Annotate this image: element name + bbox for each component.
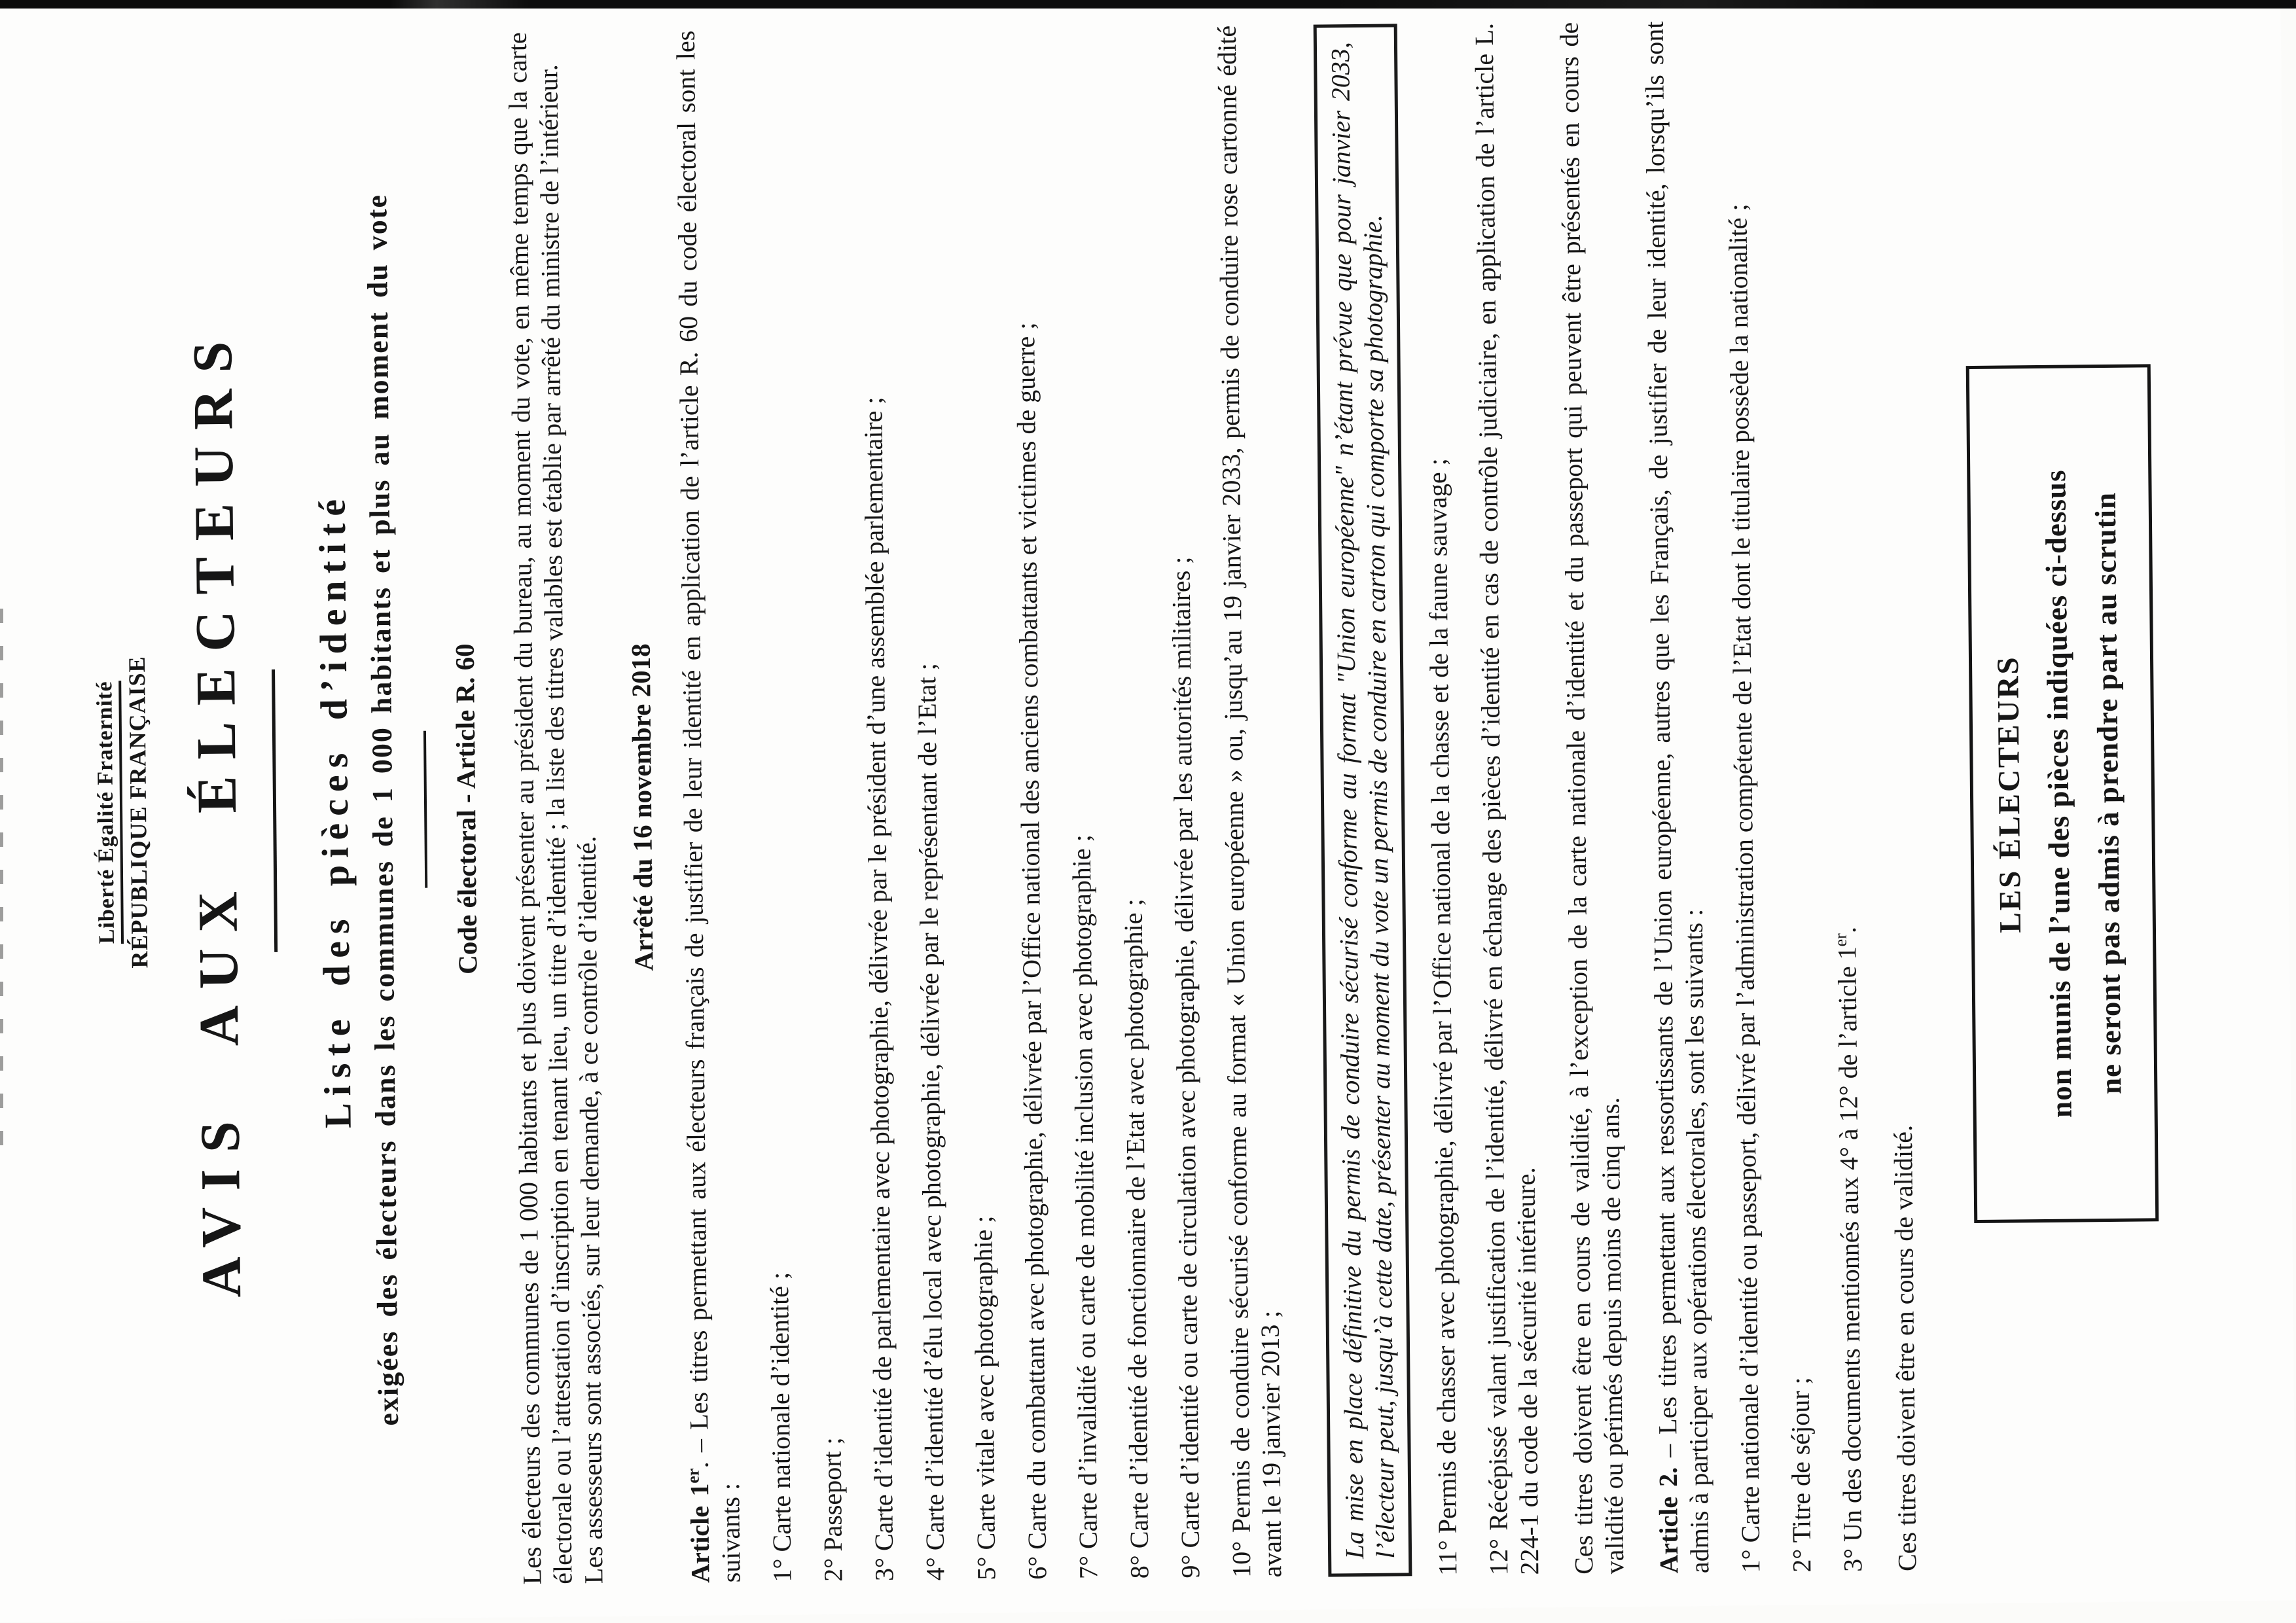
article-1 <box>670 30 746 1583</box>
list-item-12: 12° Récépissé valant justification de l’identité, délivré en échange des pièces d’identité en cas de contrôle judiciaire, en application de l’article L. 224-1 du code de la sécurité intérieure. <box>1469 22 1545 1576</box>
scanner-edge-top <box>0 0 2296 9</box>
article-2-text: – Les titres permettant aux ressortissants de l’Union européenne, autres que les Français, de justifier de leur identité, lorsqu’ils sont admis à participer aux opérations électorales, sont les suivants : <box>1639 21 1714 1574</box>
list-item-2: 2° Passeport ; <box>816 1437 848 1582</box>
list-subtitle: exigées des électeurs dans les communes de 1 000 habitants et plus au moment du vote <box>360 193 404 1426</box>
list-item-10: 10° Permis de conduire sécurisé conforme au format « Union européenne » ou, jusqu’au 19 janvier 2033, permis de conduire rose cartonné édité avant le 19 janvier 2013 ; <box>1211 25 1287 1578</box>
section-rule <box>423 731 427 888</box>
code-electoral-heading: Code électoral - Article R. 60 <box>449 643 483 975</box>
eu-list-item-1: 1° Carte nationale d’identité ou passeport, délivré par l’administration compétente de l’Etat dont le titulaire possède la nationalité ; <box>1722 204 1765 1573</box>
intro-paragraph: Les électeurs des communes de 1 000 habitants et plus doivent présenter au président du bureau, au moment du vote, en même temps que la carte électorale ou l’attestation d’inscription en tenant lieu, un titre d’identité ; la liste des titres valables est établie par arrêté du ministre de l’intérieur. <box>502 32 578 1585</box>
eu-item-3-sup: er <box>1831 933 1850 947</box>
list-item-7: 7° Carte d’invalidité ou carte de mobilité inclusion avec photographie ; <box>1066 834 1103 1580</box>
driving-licence-note-box <box>1313 24 1412 1577</box>
article-1-label: Article 1 <box>684 1483 715 1583</box>
article-1-text: . – Les titres permettant aux électeurs français de justifier de leur identité en application de l’article R. 60 du code électoral sont les suivants : <box>670 30 746 1583</box>
list-title: Liste des pièces d’identité <box>310 491 359 1129</box>
eu-item-3-post: . <box>1831 926 1861 934</box>
assessors-paragraph: Les assesseurs sont associés, sur leur demande, à ce contrôle d’identité. <box>571 836 609 1584</box>
letterhead <box>87 36 158 1589</box>
eu-list-item-2: 2° Titre de séjour ; <box>1785 1377 1816 1573</box>
list-item-11: 11° Permis de chasser avec photographie, délivré par l’Office national de la chasse et de la faune sauvage ; <box>1422 458 1463 1576</box>
list-item-1: 1° Carte nationale d’identité ; <box>764 1272 797 1582</box>
validity-paragraph-2: Ces titres doivent être en cours de validité. <box>1888 1124 1922 1572</box>
eu-list-item-3 <box>1822 20 1868 1572</box>
warning-line-2: non munis de l’une des pièces indiquées ci-dessus <box>2038 469 2078 1118</box>
eu-item-3-pre: 3° Un des documents mentionnés aux 4° à 12° de l’article 1 <box>1831 946 1867 1573</box>
republic-line: RÉPUBLIQUE FRANÇAISE <box>123 656 153 969</box>
arrete-heading: Arrêté du 16 novembre 2018 <box>625 643 659 971</box>
article-2-label: Article 2. <box>1653 1467 1683 1574</box>
list-item-4: 4° Carte d’identité d’élu local avec photographie, délivrée par le représentant de l’Etat ; <box>911 663 950 1581</box>
list-item-5: 5° Carte vitale avec photographie ; <box>967 1215 1001 1580</box>
list-item-6: 6° Carte du combattant avec photographie, délivrée par l’Office national des anciens combattants et victimes de guerre ; <box>1010 322 1052 1580</box>
list-item-8: 8° Carte d’identité de fonctionnaire de l’Etat avec photographie ; <box>1118 899 1155 1579</box>
title-rule <box>272 669 278 952</box>
driving-licence-note: La mise en place définitive du permis de conduire sécurisé conforme au format "Union européenne" n’étant prévue que pour janvier 2033, l’électeur peut, jusqu’à cette date, présenter au moment du vote un permis de conduire en carton qui comporte sa photographie. <box>1325 42 1400 1560</box>
warning-box <box>1965 364 2159 1223</box>
warning-title: LES ÉLECTEURS <box>1990 655 2028 933</box>
page-title: AVIS AUX ÉLECTEURS <box>180 325 253 1298</box>
warning-line-3: ne seront pas admis à prendre part au scrutin <box>2089 491 2127 1095</box>
list-item-3: 3° Carte d’identité de parlementaire avec photographie, délivrée par le président d’une assemblée parlementaire ; <box>857 397 899 1582</box>
motto-line: Liberté Égalité Fraternité <box>93 681 124 944</box>
validity-paragraph-1: Ces titres doivent être en cours de validité, à l’exception de la carte nationale d’identité et du passeport qui peuvent être présentés en cours de validité ou périmés depuis moins de cinq ans. <box>1554 22 1629 1575</box>
list-item-9: 9° Carte d’identité ou carte de circulation avec photographie, délivrée par les autorités militaires ; <box>1166 556 1206 1578</box>
article-2 <box>1638 21 1715 1574</box>
scanner-edge-left <box>0 609 3 1158</box>
article-1-sup: er <box>683 1468 703 1484</box>
